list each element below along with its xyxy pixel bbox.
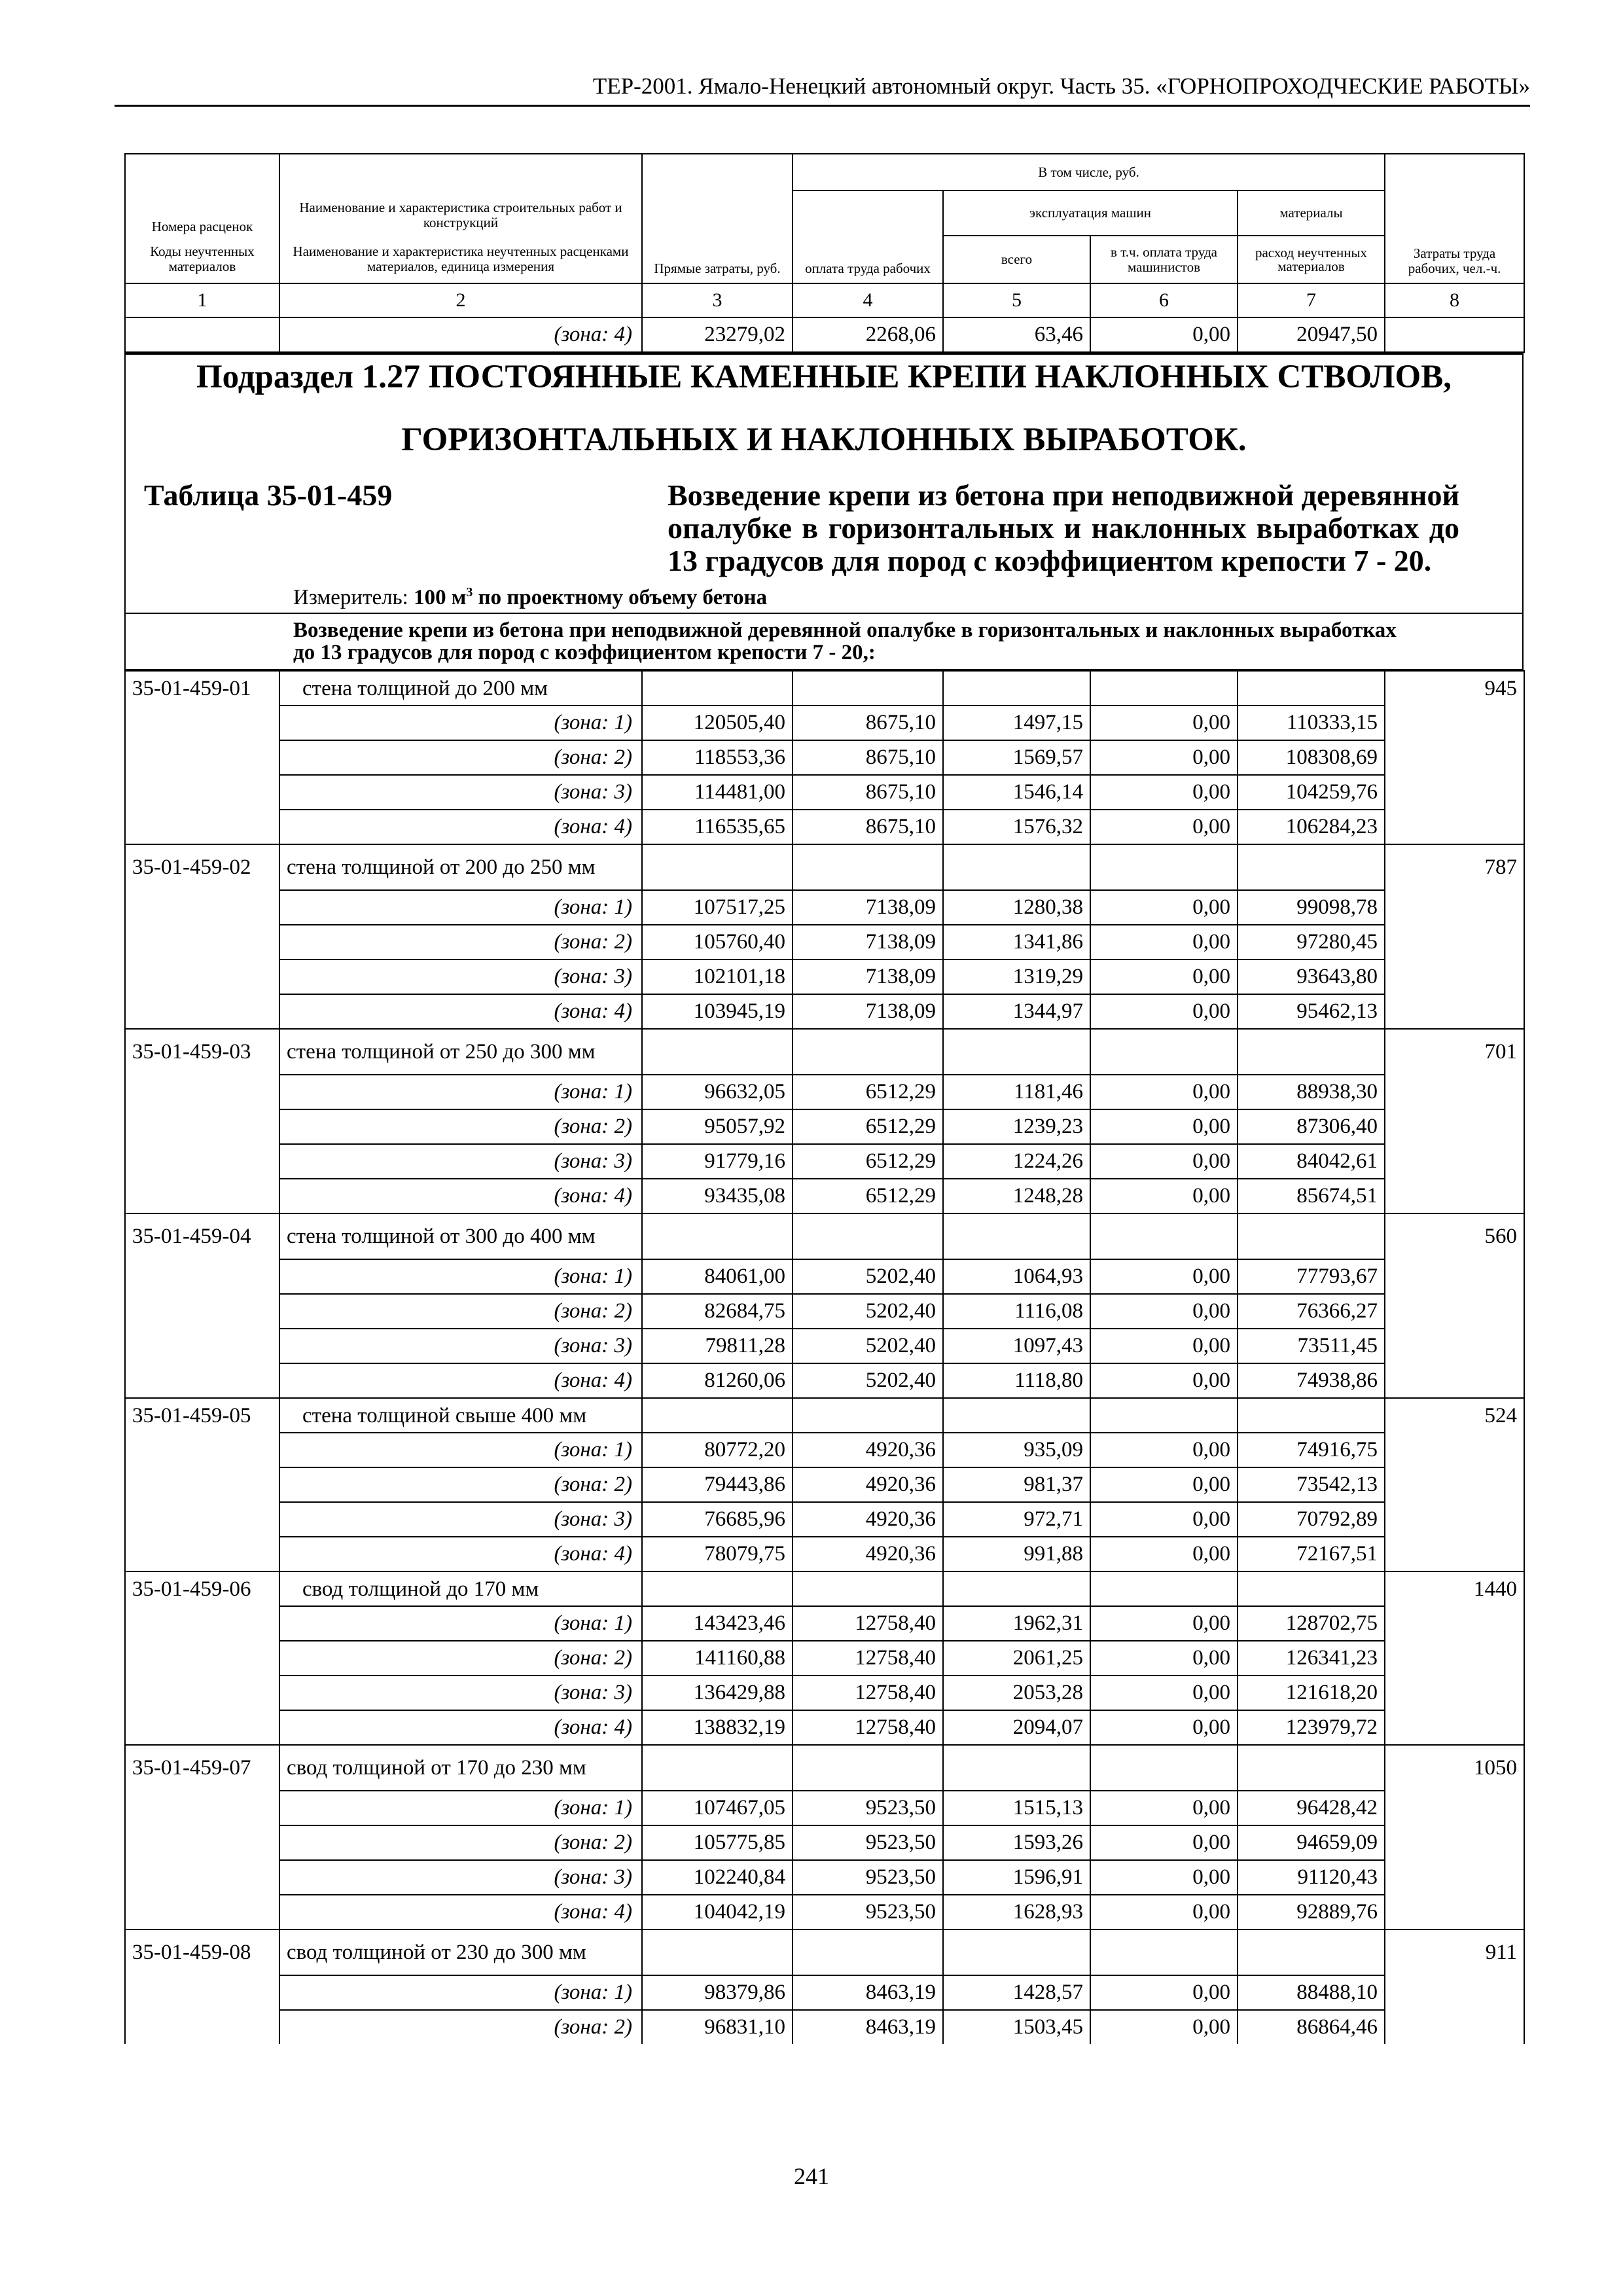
value-cell: 1596,91 (943, 1860, 1090, 1895)
value-cell: 102240,84 (642, 1860, 793, 1895)
labor-cost: 945 (1385, 671, 1524, 706)
value-cell: 93435,08 (642, 1179, 793, 1213)
zone-label: (зона: 2) (279, 2010, 642, 2044)
value-cell: 9523,50 (793, 1895, 943, 1929)
value-cell: 12758,40 (793, 1676, 943, 1710)
value-cell: 8675,10 (793, 810, 943, 844)
header-machines-total: всего (943, 236, 1090, 283)
rate-row (125, 844, 1524, 890)
value-cell: 7138,09 (793, 925, 943, 960)
value-cell: 106284,23 (1238, 810, 1385, 844)
col-number: 4 (793, 283, 943, 317)
labor-cost: 1440 (1385, 1571, 1524, 1606)
value-cell: 0,00 (1090, 1259, 1238, 1294)
rate-code: 35-01-459-02 (125, 844, 279, 890)
header-rule (115, 105, 1530, 107)
col-number: 3 (642, 283, 793, 317)
value-cell: 123979,72 (1238, 1710, 1385, 1745)
value-cell: 6512,29 (793, 1075, 943, 1109)
value-cell: 0,00 (1090, 1363, 1238, 1398)
zone-row (125, 1144, 1524, 1179)
value-cell: 76685,96 (642, 1502, 793, 1537)
page-number: 241 (794, 2163, 829, 2189)
rate-code: 35-01-459-04 (125, 1213, 279, 1259)
rate-row (125, 1398, 1524, 1433)
zone-label: (зона: 3) (279, 1676, 642, 1710)
value-cell: 981,37 (943, 1467, 1090, 1502)
value-cell: 91120,43 (1238, 1860, 1385, 1895)
value-cell: 107467,05 (642, 1791, 793, 1825)
value-cell: 120505,40 (642, 706, 793, 740)
labor-cost: 524 (1385, 1398, 1524, 1433)
zone-row (125, 1502, 1524, 1537)
value-cell: 1118,80 (943, 1363, 1090, 1398)
value-cell: 97280,45 (1238, 925, 1385, 960)
measure-value: 100 м (414, 586, 467, 609)
zone-row (125, 1676, 1524, 1710)
value-cell: 93643,80 (1238, 960, 1385, 994)
header-direct-costs: Прямые затраты, руб. (642, 154, 793, 283)
rate-name: стена толщиной от 250 до 300 мм (279, 1029, 642, 1075)
value-cell: 98379,86 (642, 1975, 793, 2010)
value-cell: 2053,28 (943, 1676, 1090, 1710)
value-cell: 2268,06 (793, 317, 943, 352)
zone-row (125, 925, 1524, 960)
value-cell: 1248,28 (943, 1179, 1090, 1213)
value-cell: 2061,25 (943, 1641, 1090, 1676)
zone-label: (зона: 4) (279, 994, 642, 1029)
value-cell: 972,71 (943, 1502, 1090, 1537)
value-cell: 1503,45 (943, 2010, 1090, 2044)
value-cell: 73511,45 (1238, 1329, 1385, 1363)
rate-name: стена толщиной свыше 400 мм (279, 1398, 642, 1433)
value-cell: 0,00 (1090, 706, 1238, 740)
value-cell: 72167,51 (1238, 1537, 1385, 1571)
value-cell: 4920,36 (793, 1467, 943, 1502)
value-cell: 1319,29 (943, 960, 1090, 994)
zone-label: (зона: 4) (279, 1363, 642, 1398)
rate-row (125, 1571, 1524, 1606)
value-cell: 0,00 (1090, 1895, 1238, 1929)
header-worker-wages: оплата труда рабочих (793, 190, 943, 283)
value-cell: 79443,86 (642, 1467, 793, 1502)
value-cell: 1546,14 (943, 775, 1090, 810)
zone-label: (зона: 2) (279, 740, 642, 775)
measure-rest: по проектному объему бетона (473, 586, 768, 609)
value-cell: 108308,69 (1238, 740, 1385, 775)
zone-row (125, 1294, 1524, 1329)
zone-label: (зона: 4) (279, 1895, 642, 1929)
value-cell: 0,00 (1090, 775, 1238, 810)
value-cell: 8463,19 (793, 2010, 943, 2044)
value-cell: 0,00 (1090, 1825, 1238, 1860)
value-cell: 991,88 (943, 1537, 1090, 1571)
table-number: Таблица 35-01-459 (144, 478, 393, 512)
zone-row (125, 1433, 1524, 1467)
value-cell: 1344,97 (943, 994, 1090, 1029)
zone-row (125, 1975, 1524, 2010)
value-cell: 0,00 (1090, 1144, 1238, 1179)
value-cell: 1497,15 (943, 706, 1090, 740)
col-number: 8 (1385, 283, 1524, 317)
value-cell: 5202,40 (793, 1259, 943, 1294)
value-cell: 0,00 (1090, 1860, 1238, 1895)
value-cell: 0,00 (1090, 890, 1238, 925)
subsection-block (124, 353, 1524, 670)
col-number: 1 (125, 283, 279, 317)
value-cell: 9523,50 (793, 1791, 943, 1825)
value-cell: 116535,65 (642, 810, 793, 844)
value-cell: 0,00 (1090, 1606, 1238, 1641)
value-cell: 1280,38 (943, 890, 1090, 925)
running-header: ТЕР-2001. Ямало-Ненецкий автономный округ. Часть 35. «ГОРНОПРОХОДЧЕСКИЕ РАБОТЫ» (592, 73, 1530, 99)
group-description: Возведение крепи из бетона при неподвижной деревянной опалубке в горизонтальных и наклонных выработках до 13 градусов для пород с коэффициентом крепости 7 - 20,: (126, 613, 1522, 669)
header-materials: материалы (1238, 190, 1385, 236)
value-cell: 63,46 (943, 317, 1090, 352)
value-cell: 0,00 (1090, 2010, 1238, 2044)
zone-label: (зона: 3) (279, 1144, 642, 1179)
zone-row (125, 1606, 1524, 1641)
value-cell: 4920,36 (793, 1502, 943, 1537)
rates-table-wrapper (124, 153, 1524, 2044)
value-cell: 12758,40 (793, 1710, 943, 1745)
value-cell: 102101,18 (642, 960, 793, 994)
value-cell: 0,00 (1090, 1537, 1238, 1571)
labor-cost: 560 (1385, 1213, 1524, 1259)
zone-label: (зона: 3) (279, 775, 642, 810)
carry-over-row (125, 317, 1524, 352)
labor-cost: 1050 (1385, 1745, 1524, 1791)
labor-cost: 701 (1385, 1029, 1524, 1075)
col-number: 5 (943, 283, 1090, 317)
value-cell: 81260,06 (642, 1363, 793, 1398)
value-cell: 0,00 (1090, 1433, 1238, 1467)
value-cell: 118553,36 (642, 740, 793, 775)
zone-label: (зона: 2) (279, 1109, 642, 1144)
value-cell: 1239,23 (943, 1109, 1090, 1144)
col-number: 6 (1090, 283, 1238, 317)
value-cell: 0,00 (1090, 1975, 1238, 2010)
col-number: 7 (1238, 283, 1385, 317)
header-material-names: Наименование и характеристика неучтенных расценками материалов, единица измерения (279, 236, 642, 283)
header-machines: эксплуатация машин (943, 190, 1238, 236)
header-material-codes: Коды неучтенных материалов (125, 236, 279, 283)
value-cell: 77793,67 (1238, 1259, 1385, 1294)
header-unaccounted-materials: расход неучтенных материалов (1238, 236, 1385, 283)
value-cell: 107517,25 (642, 890, 793, 925)
value-cell: 7138,09 (793, 994, 943, 1029)
rate-code: 35-01-459-07 (125, 1745, 279, 1791)
value-cell: 126341,23 (1238, 1641, 1385, 1676)
zone-row (125, 1825, 1524, 1860)
subsection-title-line1: Подраздел 1.27 ПОСТОЯННЫЕ КАМЕННЫЕ КРЕПИ НАКЛОННЫХ СТВОЛОВ, (196, 359, 1452, 395)
zone-label: (зона: 4) (279, 1537, 642, 1571)
value-cell: 1181,46 (943, 1075, 1090, 1109)
measure-label: Измеритель: (293, 586, 408, 609)
zone-label: (зона: 1) (279, 1975, 642, 2010)
zone-row (125, 890, 1524, 925)
zone-row (125, 775, 1524, 810)
zone-row (125, 1537, 1524, 1571)
zone-label: (зона: 4) (279, 810, 642, 844)
value-cell: 0,00 (1090, 960, 1238, 994)
value-cell: 8675,10 (793, 706, 943, 740)
zone-label: (зона: 1) (279, 1606, 642, 1641)
value-cell: 0,00 (1090, 1502, 1238, 1537)
value-cell: 0,00 (1090, 1710, 1238, 1745)
value-cell: 79811,28 (642, 1329, 793, 1363)
value-cell: 121618,20 (1238, 1676, 1385, 1710)
table-header (124, 153, 1525, 353)
zone-label: (зона: 1) (279, 890, 642, 925)
value-cell: 8463,19 (793, 1975, 943, 2010)
value-cell: 88488,10 (1238, 1975, 1385, 2010)
value-cell: 86864,46 (1238, 2010, 1385, 2044)
value-cell: 1962,31 (943, 1606, 1090, 1641)
value-cell: 128702,75 (1238, 1606, 1385, 1641)
value-cell: 7138,09 (793, 890, 943, 925)
value-cell: 1576,32 (943, 810, 1090, 844)
zone-row (125, 1895, 1524, 1929)
zone-row (125, 1467, 1524, 1502)
value-cell: 114481,00 (642, 775, 793, 810)
value-cell: 110333,15 (1238, 706, 1385, 740)
value-cell: 138832,19 (642, 1710, 793, 1745)
value-cell: 143423,46 (642, 1606, 793, 1641)
value-cell: 5202,40 (793, 1294, 943, 1329)
rate-code: 35-01-459-08 (125, 1929, 279, 1975)
value-cell: 4920,36 (793, 1433, 943, 1467)
value-cell: 103945,19 (642, 994, 793, 1029)
zone-label: (зона: 3) (279, 1329, 642, 1363)
value-cell: 1593,26 (943, 1825, 1090, 1860)
zone-label: (зона: 1) (279, 1433, 642, 1467)
zone-label: (зона: 2) (279, 1294, 642, 1329)
zone-row (125, 1179, 1524, 1213)
rate-row (125, 1929, 1524, 1975)
value-cell: 0,00 (1090, 994, 1238, 1029)
value-cell: 6512,29 (793, 1179, 943, 1213)
value-cell: 6512,29 (793, 1109, 943, 1144)
header-including: В том числе, руб. (793, 154, 1385, 190)
zone-row (125, 1641, 1524, 1676)
zone-label: (зона: 4) (279, 1179, 642, 1213)
value-cell: 96428,42 (1238, 1791, 1385, 1825)
rate-row (125, 1029, 1524, 1075)
value-cell: 4920,36 (793, 1537, 943, 1571)
value-cell: 94659,09 (1238, 1825, 1385, 1860)
zone-row (125, 1710, 1524, 1745)
value-cell: 84061,00 (642, 1259, 793, 1294)
value-cell: 0,00 (1090, 1641, 1238, 1676)
zone-row (125, 1329, 1524, 1363)
rate-name: свод толщиной от 170 до 230 мм (279, 1745, 642, 1791)
value-cell: 88938,30 (1238, 1075, 1385, 1109)
zone-label: (зона: 3) (279, 1502, 642, 1537)
value-cell: 12758,40 (793, 1641, 943, 1676)
value-cell: 0,00 (1090, 810, 1238, 844)
value-cell: 1515,13 (943, 1791, 1090, 1825)
value-cell: 141160,88 (642, 1641, 793, 1676)
value-cell: 74938,86 (1238, 1363, 1385, 1398)
value-cell: 0,00 (1090, 317, 1238, 352)
value-cell: 5202,40 (793, 1363, 943, 1398)
value-cell: 12758,40 (793, 1606, 943, 1641)
value-cell: 78079,75 (642, 1537, 793, 1571)
zone-row (125, 1363, 1524, 1398)
header-machinist-wages: в т.ч. оплата труда машинистов (1090, 236, 1238, 283)
rate-code: 35-01-459-01 (125, 671, 279, 706)
value-cell: 76366,27 (1238, 1294, 1385, 1329)
value-cell: 9523,50 (793, 1860, 943, 1895)
value-cell: 82684,75 (642, 1294, 793, 1329)
zone-label: (зона: 4) (279, 317, 642, 352)
labor-cost: 787 (1385, 844, 1524, 890)
value-cell: 96632,05 (642, 1075, 793, 1109)
value-cell: 0,00 (1090, 1791, 1238, 1825)
rates-body (124, 670, 1525, 2044)
value-cell: 1064,93 (943, 1259, 1090, 1294)
zone-label: (зона: 3) (279, 960, 642, 994)
value-cell: 85674,51 (1238, 1179, 1385, 1213)
value-cell: 0,00 (1090, 1075, 1238, 1109)
value-cell: 136429,88 (642, 1676, 793, 1710)
value-cell: 92889,76 (1238, 1895, 1385, 1929)
value-cell: 104259,76 (1238, 775, 1385, 810)
value-cell: 95462,13 (1238, 994, 1385, 1029)
value-cell: 84042,61 (1238, 1144, 1385, 1179)
value-cell: 0,00 (1090, 1179, 1238, 1213)
header-rate-numbers: Номера расценок (125, 154, 279, 236)
rate-row (125, 1745, 1524, 1791)
zone-row (125, 706, 1524, 740)
value-cell: 73542,13 (1238, 1467, 1385, 1502)
value-cell: 105760,40 (642, 925, 793, 960)
zone-row (125, 960, 1524, 994)
zone-row (125, 740, 1524, 775)
rate-code: 35-01-459-06 (125, 1571, 279, 1606)
value-cell: 0,00 (1090, 1294, 1238, 1329)
zone-row (125, 1259, 1524, 1294)
value-cell: 95057,92 (642, 1109, 793, 1144)
value-cell: 1569,57 (943, 740, 1090, 775)
zone-row (125, 994, 1524, 1029)
value-cell: 2094,07 (943, 1710, 1090, 1745)
rate-row (125, 1213, 1524, 1259)
value-cell: 23279,02 (642, 317, 793, 352)
zone-row (125, 1860, 1524, 1895)
rate-code: 35-01-459-05 (125, 1398, 279, 1433)
rate-row (125, 671, 1524, 706)
zone-label: (зона: 1) (279, 1791, 642, 1825)
value-cell: 99098,78 (1238, 890, 1385, 925)
col-number: 2 (279, 283, 642, 317)
zone-label: (зона: 2) (279, 925, 642, 960)
labor-cost: 911 (1385, 1929, 1524, 1975)
value-cell: 74916,75 (1238, 1433, 1385, 1467)
value-cell: 20947,50 (1238, 317, 1385, 352)
value-cell: 9523,50 (793, 1825, 943, 1860)
value-cell: 8675,10 (793, 775, 943, 810)
value-cell: 1116,08 (943, 1294, 1090, 1329)
zone-label: (зона: 3) (279, 1860, 642, 1895)
rate-name: стена толщиной от 200 до 250 мм (279, 844, 642, 890)
rate-name: стена толщиной от 300 до 400 мм (279, 1213, 642, 1259)
value-cell: 8675,10 (793, 740, 943, 775)
value-cell: 1341,86 (943, 925, 1090, 960)
zone-label: (зона: 1) (279, 1075, 642, 1109)
value-cell: 70792,89 (1238, 1502, 1385, 1537)
value-cell: 0,00 (1090, 1109, 1238, 1144)
value-cell: 935,09 (943, 1433, 1090, 1467)
value-cell: 0,00 (1090, 740, 1238, 775)
value-cell: 5202,40 (793, 1329, 943, 1363)
value-cell: 105775,85 (642, 1825, 793, 1860)
zone-row (125, 2010, 1524, 2044)
value-cell: 1097,43 (943, 1329, 1090, 1363)
value-cell: 96831,10 (642, 2010, 793, 2044)
zone-label: (зона: 2) (279, 1641, 642, 1676)
value-cell: 80772,20 (642, 1433, 793, 1467)
measure-superscript: 3 (466, 585, 473, 600)
rate-name: свод толщиной от 230 до 300 мм (279, 1929, 642, 1975)
table-description: Возведение крепи из бетона при неподвижной деревянной опалубке в горизонтальных и наклонных выработках до 13 градусов для пород с коэффициентом крепости 7 - 20. (668, 478, 1459, 577)
value-cell: 6512,29 (793, 1144, 943, 1179)
value-cell: 104042,19 (642, 1895, 793, 1929)
zone-label: (зона: 2) (279, 1467, 642, 1502)
header-labor-costs: Затраты труда рабочих, чел.-ч. (1385, 154, 1524, 283)
zone-label: (зона: 2) (279, 1825, 642, 1860)
subsection-title-line2: ГОРИЗОНТАЛЬНЫХ И НАКЛОННЫХ ВЫРАБОТОК. (401, 422, 1247, 458)
table-title (126, 479, 1522, 577)
value-cell: 0,00 (1090, 925, 1238, 960)
value-cell: 0,00 (1090, 1676, 1238, 1710)
value-cell: 91779,16 (642, 1144, 793, 1179)
rate-name: свод толщиной до 170 мм (279, 1571, 642, 1606)
zone-row (125, 1075, 1524, 1109)
value-cell: 87306,40 (1238, 1109, 1385, 1144)
value-cell: 0,00 (1090, 1329, 1238, 1363)
zone-label: (зона: 1) (279, 706, 642, 740)
value-cell: 1628,93 (943, 1895, 1090, 1929)
zone-row (125, 1791, 1524, 1825)
value-cell: 7138,09 (793, 960, 943, 994)
header-work-name: Наименование и характеристика строительных работ и конструкций (279, 154, 642, 236)
value-cell: 1224,26 (943, 1144, 1090, 1179)
zone-row (125, 1109, 1524, 1144)
value-cell: 0,00 (1090, 1467, 1238, 1502)
rate-name: стена толщиной до 200 мм (279, 671, 642, 706)
zone-label: (зона: 1) (279, 1259, 642, 1294)
value-cell: 1428,57 (943, 1975, 1090, 2010)
rate-code: 35-01-459-03 (125, 1029, 279, 1075)
zone-row (125, 810, 1524, 844)
measure-unit (126, 577, 1522, 613)
zone-label: (зона: 4) (279, 1710, 642, 1745)
